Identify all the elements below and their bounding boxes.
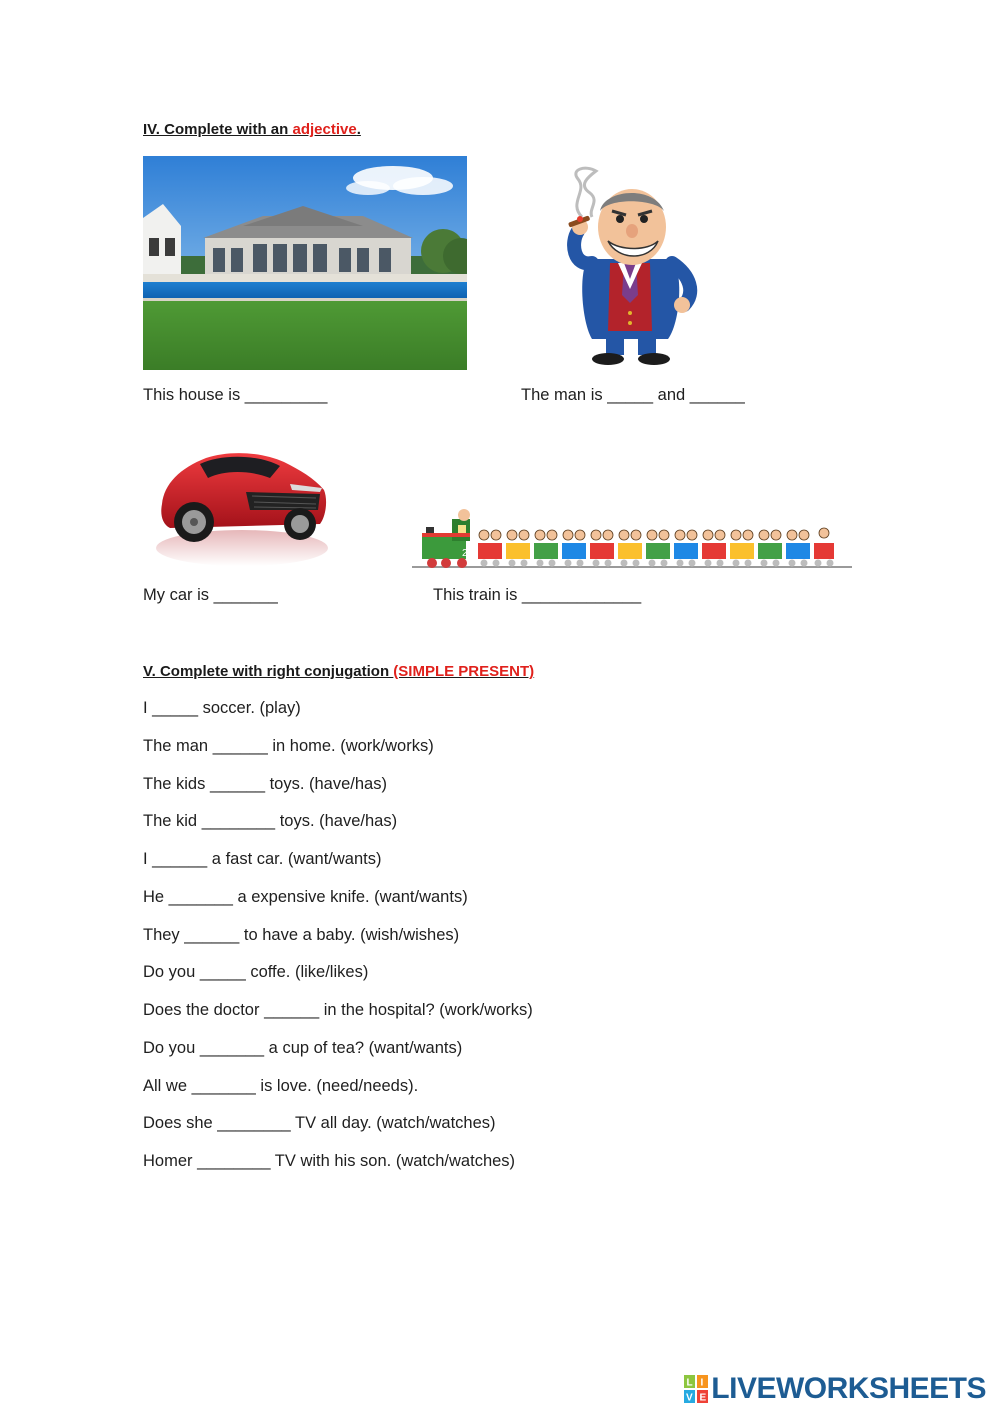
sentence-8: Do you _____ coffe. (like/likes)	[143, 963, 369, 981]
train-prompt: This train is _____________	[433, 586, 642, 604]
sentence-13: Homer ________ TV with his son. (watch/watches)	[143, 1152, 516, 1170]
train-number: 2	[462, 548, 468, 559]
section-4-heading-prefix: IV. Complete with an	[143, 121, 293, 138]
car-image	[150, 444, 335, 572]
logo-letter-e: E	[699, 1392, 707, 1403]
sentence-10: Do you _______ a cup of tea? (want/wants)	[143, 1039, 463, 1057]
section-5-heading-prefix: V. Complete with right conjugation	[143, 663, 394, 680]
man-prompt: The man is _____ and ______	[521, 386, 745, 404]
sentence-3: The kids ______ toys. (have/has)	[143, 775, 387, 793]
liveworksheets-logo-icon	[684, 1375, 708, 1403]
car-prompt: My car is _______	[143, 586, 278, 604]
sentence-6: He _______ a expensive knife. (want/wants)	[143, 888, 468, 906]
train-image	[412, 505, 854, 570]
logo-letter-i: I	[700, 1377, 704, 1389]
sentence-4: The kid ________ toys. (have/has)	[143, 812, 398, 830]
sentence-2: The man ______ in home. (work/works)	[143, 737, 434, 755]
sentence-5: I ______ a fast car. (want/wants)	[143, 850, 382, 868]
house-image	[143, 156, 467, 370]
sentence-1: I _____ soccer. (play)	[143, 699, 301, 717]
sentence-9: Does the doctor ______ in the hospital? (work/works)	[143, 1001, 533, 1019]
sentence-7: They ______ to have a baby. (wish/wishes)	[143, 926, 460, 944]
sentence-11: All we _______ is love. (need/needs).	[143, 1077, 419, 1095]
house-prompt: This house is _________	[143, 386, 328, 404]
liveworksheets-logo[interactable]	[684, 1372, 986, 1406]
logo-letter-l: L	[686, 1377, 693, 1389]
section-4-heading	[143, 121, 361, 138]
liveworksheets-logo-text: LIVEWORKSHEETS	[711, 1372, 986, 1405]
section-5-heading-highlight: (SIMPLE PRESENT)	[393, 663, 535, 680]
logo-letter-v: V	[686, 1392, 693, 1403]
sentence-12: Does she ________ TV all day. (watch/watches)	[143, 1114, 496, 1132]
rich-man-image	[548, 163, 708, 368]
section-4-heading-highlight: adjective	[292, 121, 357, 138]
section-4-heading-suffix: .	[356, 121, 361, 138]
section-5-heading	[143, 663, 534, 680]
